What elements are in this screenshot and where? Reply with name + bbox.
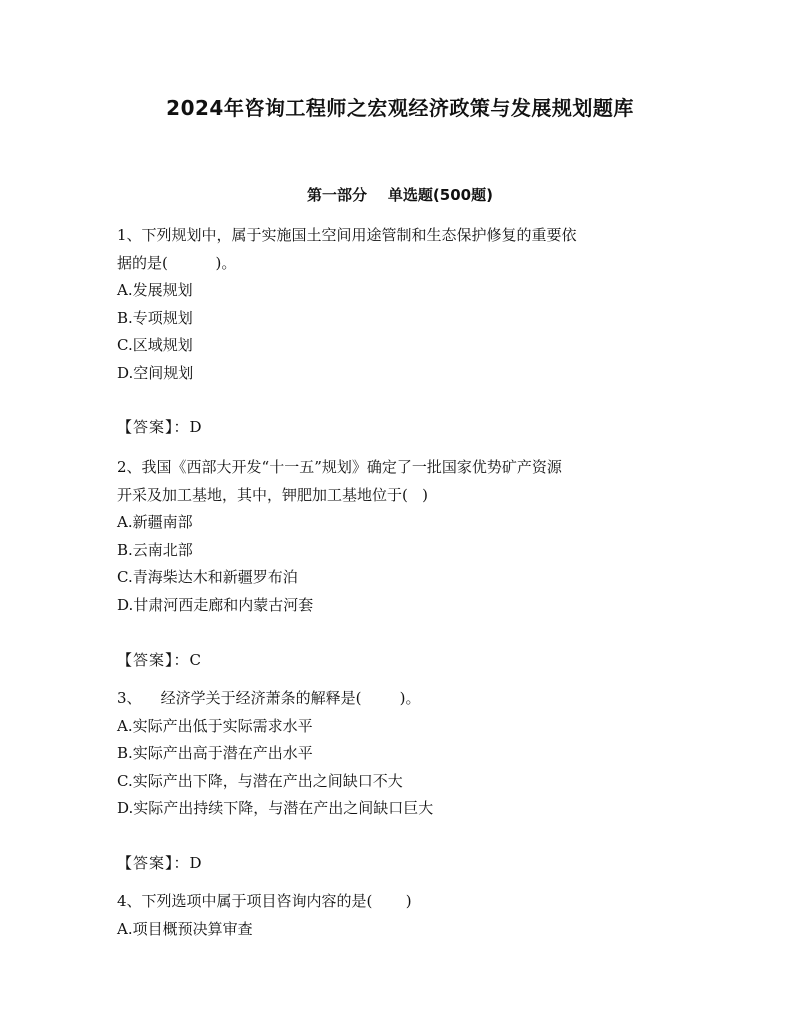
answer-label: 【答案】： [117,854,190,872]
option-d: D.空间规划 [117,363,194,382]
question-stem: 4、下列选项中属于项目咨询内容的是( ) [117,892,412,910]
answer-value: D [189,418,202,436]
question-1 [117,222,687,387]
option-b: B.云南北部 [117,540,193,559]
answer-label: 【答案】： [117,651,190,669]
option-c: C.实际产出下降，与潜在产出之间缺口不大 [117,771,403,790]
question-stem: 据的是( )。 [117,253,237,272]
option-a: A.发展规划 [117,281,193,299]
option-c: C.区域规划 [117,336,193,354]
answer-value: C [189,651,201,669]
question-stem: 开采及加工基地，其中，钾肥加工基地位于( ) [117,485,429,504]
option-d: D.甘肃河西走廊和内蒙古河套 [117,595,314,614]
answer-3 [117,852,687,873]
question-3 [117,685,687,823]
question-stem: 2、我国《西部大开发“十一五”规划》确定了一批国家优势矿产资源 [117,458,562,476]
answer-label: 【答案】： [117,418,190,436]
option-a: A.项目概预决算审查 [117,919,253,938]
question-4 [117,888,687,943]
question-stem: 3、 经济学关于经济萧条的解释是( )。 [117,689,421,707]
option-a: A.实际产出低于实际需求水平 [117,716,313,735]
option-b: B.专项规划 [117,308,193,327]
question-stem: 1、下列规划中，属于实施国土空间用途管制和生态保护修复的重要依 [117,226,577,244]
answer-value: D [189,854,202,872]
answer-2 [117,649,687,670]
option-a: A.新疆南部 [117,513,193,531]
option-d: D.实际产出持续下降，与潜在产出之间缺口巨大 [117,799,434,817]
option-b: B.实际产出高于潜在产出水平 [117,744,313,762]
document-title: 2024年咨询工程师之宏观经济政策与发展规划题库 [166,96,634,120]
option-c: C.青海柴达木和新疆罗布泊 [117,568,298,586]
question-2 [117,454,687,619]
section-title: 第一部分 单选题(500题) [307,186,493,204]
answer-1 [117,416,687,437]
